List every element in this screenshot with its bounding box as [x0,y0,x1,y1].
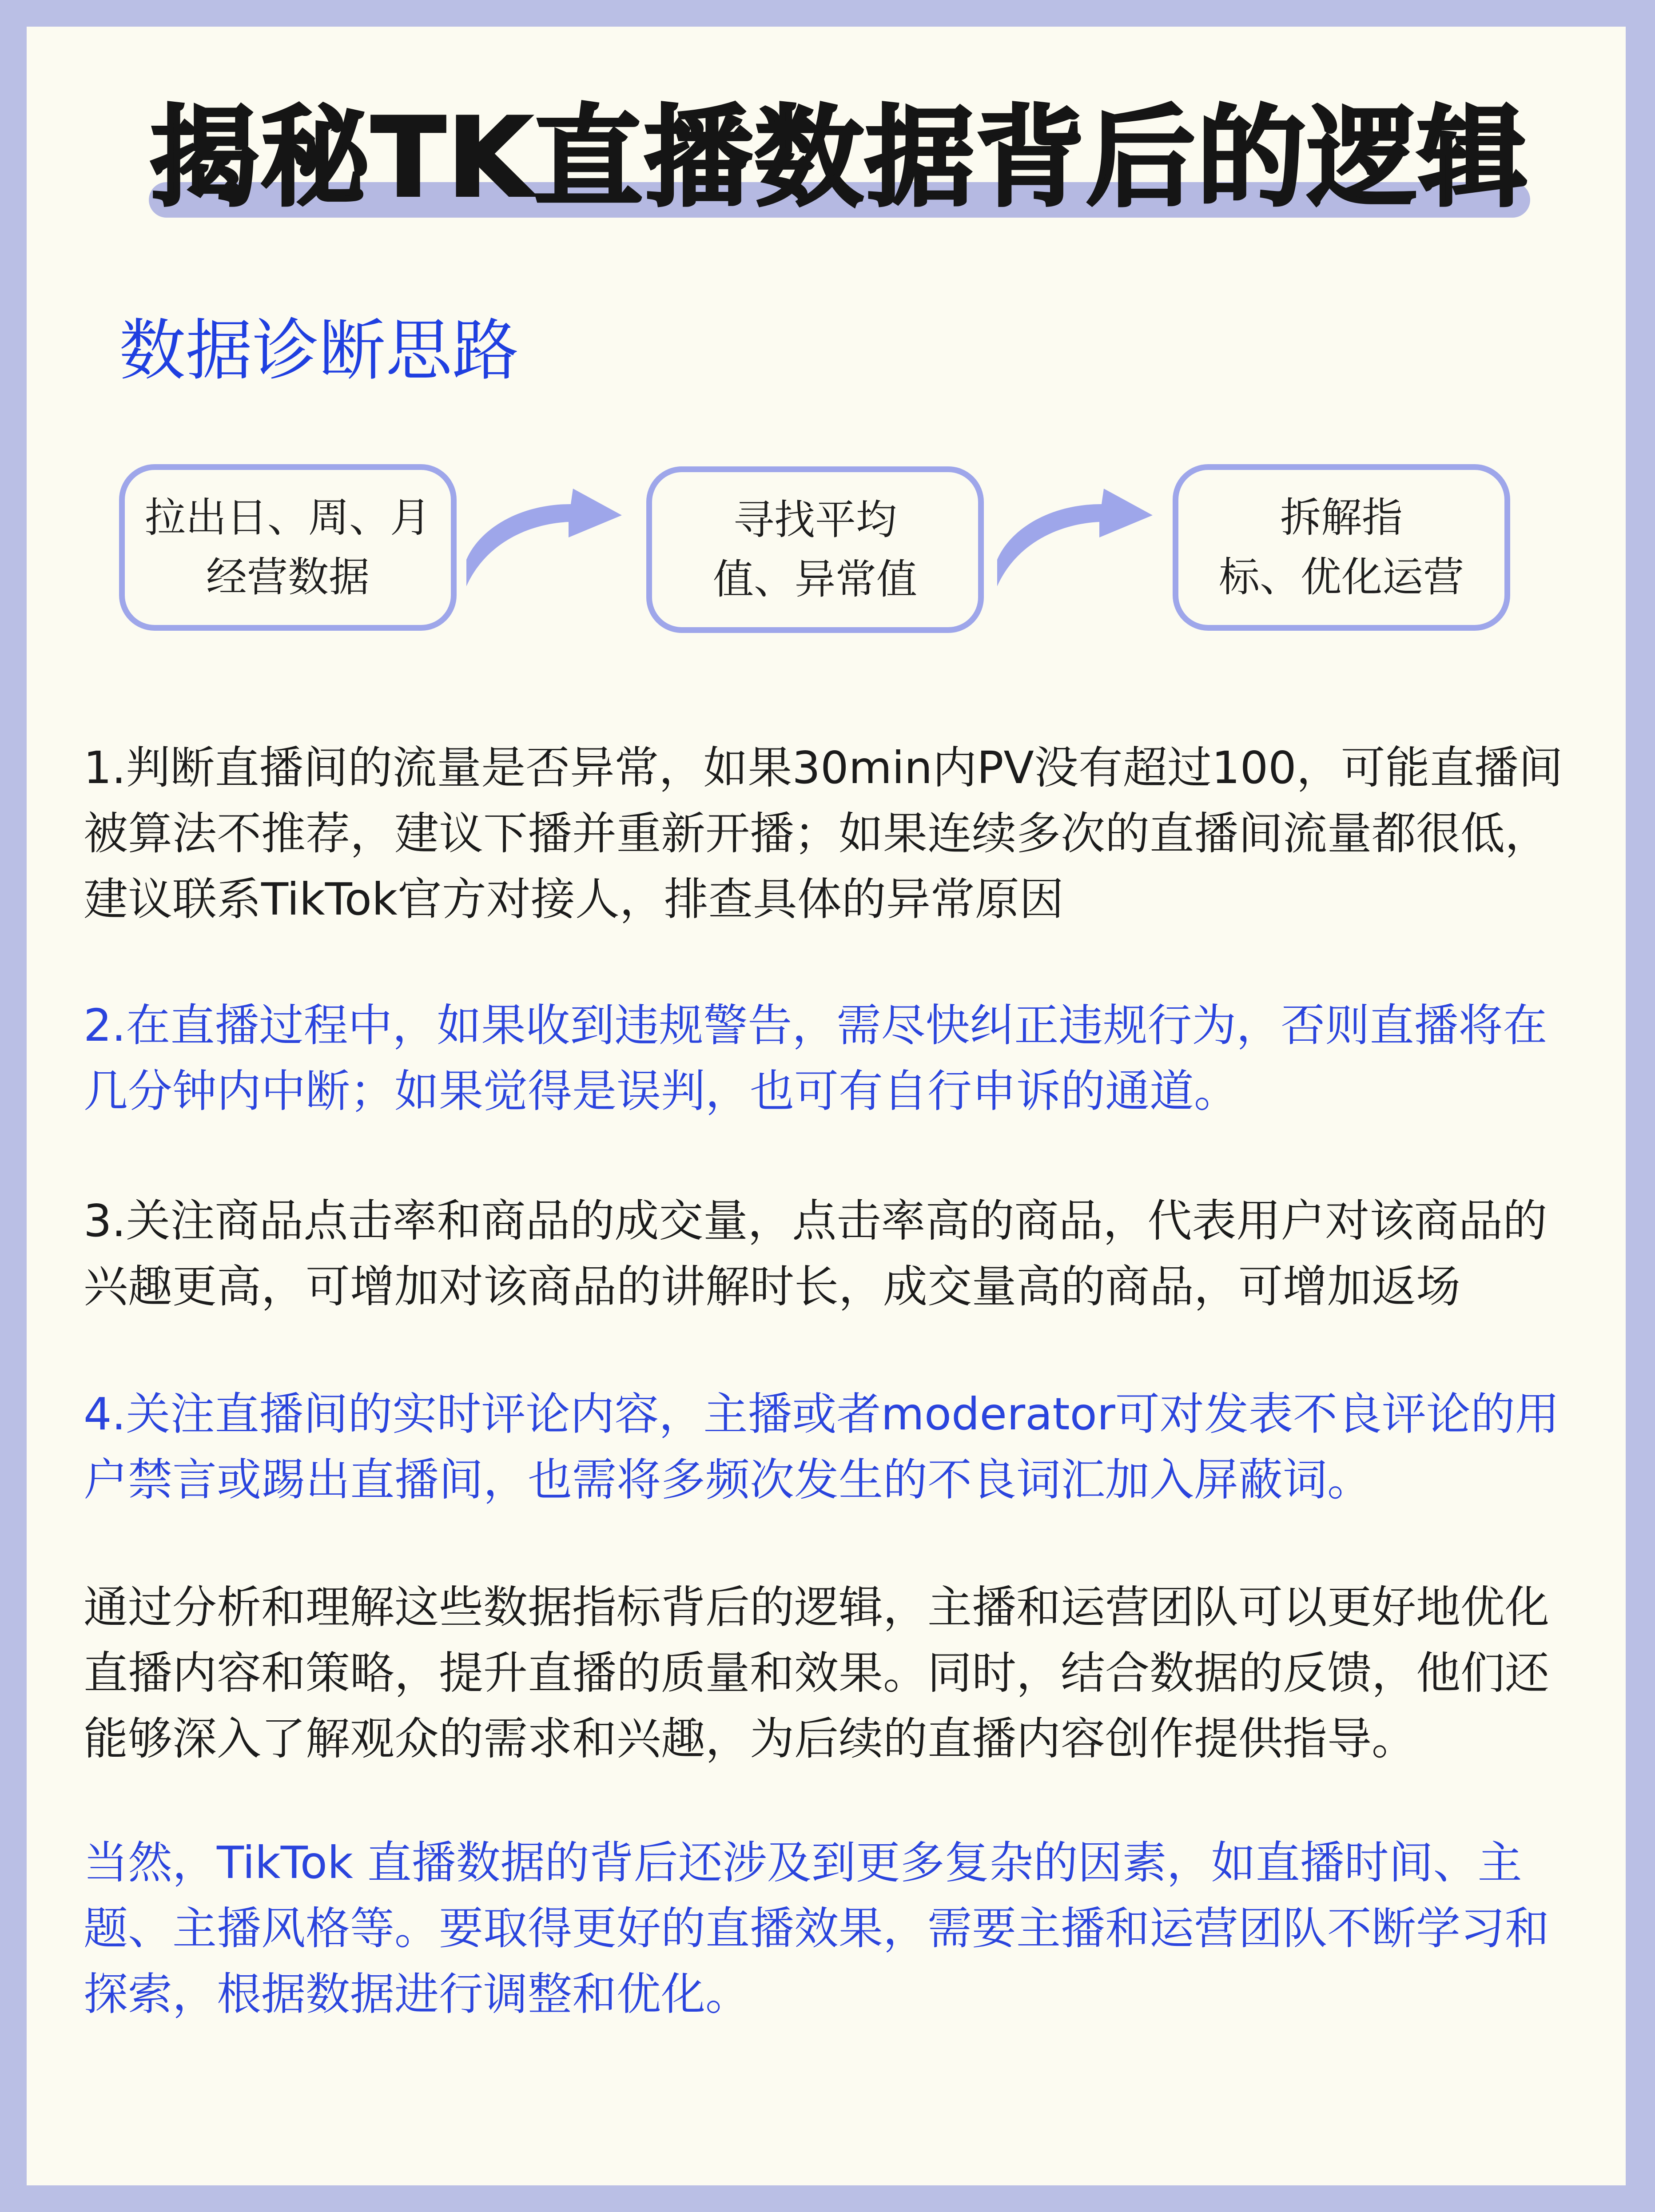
flow-step-3-label: 拆解指 标、优化运营 [1218,494,1464,601]
paragraph-2: 2.在直播过程中，如果收到违规警告，需尽快纠正违规行为，否则直播将在几分钟内中断；如果觉得是误判，也可有自行申诉的通道。 [84,999,1548,1117]
paragraph-3: 3.关注商品点击率和商品的成交量，点击率高的商品，代表用户对该商品的兴趣更高，可增加对该商品的讲解时长，成交量高的商品，可增加返场 [84,1195,1548,1313]
flow-step-1-label: 拉出日、周、月 经营数据 [144,494,431,601]
flow-step-2 [646,466,984,633]
paragraph-5: 通过分析和理解这些数据指标背后的逻辑，主播和运营团队可以更好地优化直播内容和策略，提升直播的质量和效果。同时，结合数据的反馈，他们还能够深入了解观众的需求和兴趣，为后续的直播内容创作提供指导。 [84,1581,1549,1765]
flow-step-2-label: 寻找平均 值、异常值 [712,496,917,603]
flow-step-1 [119,464,457,631]
flow-arrow-1-icon [462,489,626,591]
flow-arrow-2-icon [993,489,1157,591]
paragraph-1: 1.判断直播间的流量是否异常，如果30min内PV没有超过100，可能直播间被算法不推荐，建议下播并重新开播；如果连续多次的直播间流量都很低，建议联系TikTok官方对接人，排查具体的异常原因 [84,742,1563,925]
flow-step-3 [1173,464,1510,631]
paragraph-6: 当然，TikTok 直播数据的背后还涉及到更多复杂的因素，如直播时间、主题、主播风格等。要取得更好的直播效果，需要主播和运营团队不断学习和探索，根据数据进行调整和优化。 [84,1837,1549,2020]
section-heading: 数据诊断思路 [119,312,519,390]
page-title: 揭秘TK直播数据背后的逻辑 [150,95,1529,221]
paragraph-4: 4.关注直播间的实时评论内容，主播或者moderator可对发表不良评论的用户禁言或踢出直播间，也需将多频次发生的不良词汇加入屏蔽词。 [84,1388,1560,1506]
